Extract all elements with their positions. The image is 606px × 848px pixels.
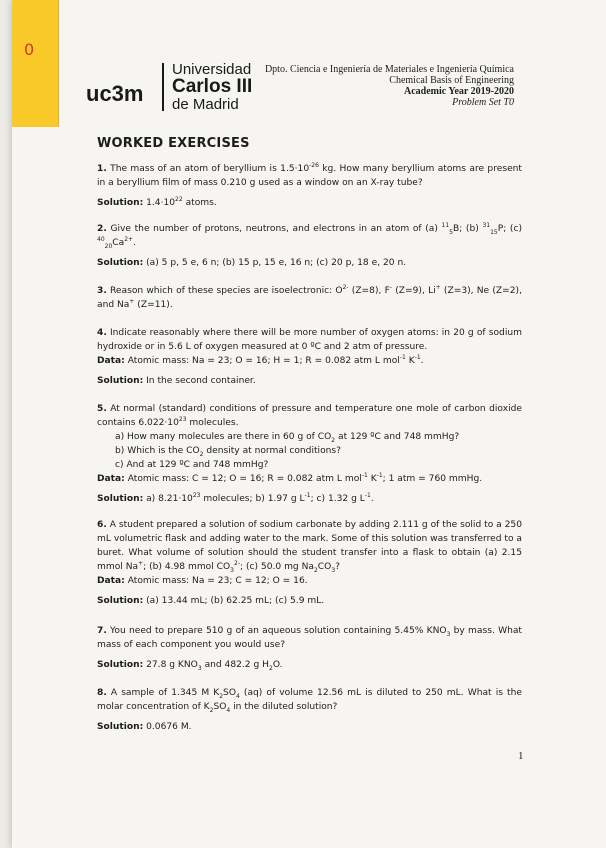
exercise-6-data bbox=[97, 574, 522, 588]
text: density at normal conditions? bbox=[203, 446, 341, 456]
solution-label: Solution: bbox=[97, 198, 144, 208]
superscript: -26 bbox=[309, 161, 319, 169]
text: SO bbox=[223, 688, 236, 698]
ion-charge: 2+ bbox=[124, 235, 134, 243]
text: Give the number of protons, neutrons, and electrons in an atom of (a) bbox=[110, 224, 442, 234]
exercise-6-question bbox=[97, 518, 522, 574]
ion-charge: 2- bbox=[234, 559, 240, 567]
exercise-2 bbox=[97, 222, 522, 270]
text: (a) 5 p, 5 e, 6 n; (b) 15 p, 15 e, 16 n; (c) 20 p, 18 e, 20 n. bbox=[143, 258, 407, 268]
logo-line-3: de Madrid bbox=[172, 96, 239, 113]
text: 27.8 g KNO bbox=[143, 660, 198, 670]
subscript: 2 bbox=[331, 436, 336, 444]
superscript: -1 bbox=[304, 491, 311, 499]
exercise-1 bbox=[97, 162, 522, 210]
exercise-4 bbox=[97, 326, 522, 388]
text: (Z=9), Li bbox=[392, 286, 436, 296]
subscript: 3 bbox=[230, 566, 234, 574]
text: K bbox=[405, 356, 415, 366]
exercise-number: 1. bbox=[97, 164, 107, 174]
text: by mass. What mass of each component you would use? bbox=[97, 626, 522, 650]
exercise-6 bbox=[97, 518, 522, 608]
atomic-number: 5 bbox=[449, 228, 453, 236]
logo-divider bbox=[162, 63, 164, 111]
text: (a) 13.44 mL; (b) 62.25 mL; (c) 5.9 mL. bbox=[143, 596, 325, 606]
text: . bbox=[420, 356, 424, 366]
text: A student prepared a solution of sodium carbonate by adding 2.111 g of the solid to a 250 mL volumetric flask and adding water to the mark. Some of this solution was transferred to a buret. What volume of solution should the student transfer into a flask to obtain (a) 2.15 mmol Na bbox=[97, 520, 522, 572]
exercise-7-solution bbox=[97, 658, 522, 672]
exercise-number: 4. bbox=[97, 328, 107, 338]
exercise-3 bbox=[97, 284, 522, 312]
text: (Z=8), F bbox=[348, 286, 390, 296]
exercise-number: 8. bbox=[97, 688, 107, 698]
exercise-4-question bbox=[97, 326, 522, 354]
dept-name: Dpto. Ciencia e Ingeniería de Materiales e Ingeniería Química bbox=[264, 64, 514, 75]
exercise-4-data bbox=[97, 354, 522, 368]
department-header bbox=[265, 64, 514, 108]
problem-set: Problem Set T0 bbox=[452, 97, 514, 108]
ion-charge: - bbox=[389, 283, 393, 291]
exercise-1-solution bbox=[97, 196, 522, 210]
text: ; 1 atm = 760 mmHg. bbox=[382, 474, 483, 484]
subscript: 4 bbox=[226, 706, 231, 714]
text: You need to prepare 510 g of an aqueous solution containing 5.45% KNO bbox=[110, 626, 447, 636]
course-name: Chemical Basis of Engineering bbox=[389, 75, 514, 86]
text: a) 8.21·10 bbox=[143, 494, 193, 504]
subscript: 2 bbox=[269, 664, 273, 672]
text: and 482.2 g H bbox=[201, 660, 269, 670]
exercise-5 bbox=[97, 402, 522, 506]
solution-label: Solution: bbox=[97, 660, 144, 670]
atomic-number: 15 bbox=[490, 228, 498, 236]
exercise-number: 5. bbox=[97, 404, 107, 414]
subscript: 4 bbox=[235, 692, 240, 700]
text: In the second container. bbox=[143, 376, 256, 386]
exercise-6-solution bbox=[97, 594, 522, 608]
subscript: 2 bbox=[199, 450, 204, 458]
text: at 129 ºC and 748 mmHg? bbox=[335, 432, 460, 442]
exercise-5-question bbox=[97, 402, 522, 430]
academic-year: Academic Year 2019-2020 bbox=[404, 86, 514, 97]
page-number: 1 bbox=[518, 750, 524, 762]
mass-number: 40 bbox=[97, 235, 105, 243]
text: molecules. bbox=[186, 418, 239, 428]
ion-charge: + bbox=[138, 559, 144, 567]
text: Ca bbox=[112, 238, 125, 248]
exercise-5-part-b bbox=[97, 444, 522, 458]
ion-charge: + bbox=[129, 297, 135, 305]
superscript: 22 bbox=[175, 195, 183, 203]
exercise-7-question bbox=[97, 624, 522, 652]
exercise-8-question bbox=[97, 686, 522, 714]
superscript: 23 bbox=[178, 415, 187, 423]
exercise-number: 6. bbox=[97, 520, 107, 530]
text: . bbox=[133, 238, 136, 248]
data-label: Data: bbox=[97, 356, 125, 366]
text: 1.4·10 bbox=[143, 198, 176, 208]
subscript: 3 bbox=[197, 664, 202, 672]
exercise-5-data bbox=[97, 472, 522, 486]
exercise-3-question bbox=[97, 284, 522, 312]
exercise-2-solution bbox=[97, 256, 522, 270]
solution-label: Solution: bbox=[97, 596, 144, 606]
exercise-5-part-a bbox=[97, 430, 522, 444]
text: ? bbox=[335, 562, 340, 572]
sticky-note-number: 0 bbox=[24, 40, 35, 59]
ion-charge: 2- bbox=[342, 283, 349, 291]
text: molecules; b) 1.97 g L bbox=[200, 494, 305, 504]
text: kg. How many beryllium atoms are present in a beryllium film of mass 0.210 g used as a window on an X-ray tube? bbox=[97, 164, 522, 188]
text: a) How many molecules are there in 60 g of CO bbox=[115, 432, 332, 442]
text: (aq) of volume 12.56 mL is diluted to 250 mL. What is the molar concentration of K bbox=[97, 688, 522, 712]
sticky-note bbox=[12, 0, 59, 127]
solution-label: Solution: bbox=[97, 258, 144, 268]
solution-label: Solution: bbox=[97, 376, 144, 386]
text: The mass of an atom of beryllium is 1.5·10 bbox=[110, 164, 310, 174]
mass-number: 11 bbox=[441, 221, 450, 229]
ion-charge: + bbox=[435, 283, 441, 291]
subscript: 3 bbox=[446, 630, 451, 638]
exercise-1-question bbox=[97, 162, 522, 190]
superscript: -1 bbox=[399, 353, 406, 361]
exercise-4-solution bbox=[97, 374, 522, 388]
subscript: 2 bbox=[219, 692, 224, 700]
superscript: -1 bbox=[376, 471, 383, 479]
text: K bbox=[367, 474, 377, 484]
text: A sample of 1.345 M K bbox=[110, 688, 220, 698]
superscript: 23 bbox=[192, 491, 201, 499]
exercise-number: 7. bbox=[97, 626, 107, 636]
text: Atomic mass: Na = 23; C = 12; O = 16. bbox=[124, 576, 308, 586]
text: ; c) 1.32 g L bbox=[310, 494, 365, 504]
solution-label: Solution: bbox=[97, 722, 144, 732]
exercise-5-part-c: c) And at 129 ºC and 748 mmHg? bbox=[115, 460, 269, 470]
superscript: -1 bbox=[361, 471, 368, 479]
text: (Z=11). bbox=[134, 300, 173, 310]
text: Atomic mass: C = 12; O = 16; R = 0.082 atm L mol bbox=[124, 474, 362, 484]
text: atoms. bbox=[182, 198, 217, 208]
text: . bbox=[370, 494, 374, 504]
document-page bbox=[12, 0, 606, 848]
text: Reason which of these species are isoelectronic: O bbox=[110, 286, 343, 296]
text: P; (c) bbox=[497, 224, 522, 234]
text: 0.0676 M. bbox=[143, 722, 192, 732]
data-label: Data: bbox=[97, 576, 125, 586]
data-label: Data: bbox=[97, 474, 125, 484]
text: Indicate reasonably where there will be more number of oxygen atoms: in 20 g of sodium hydroxide or in 5.6 L of oxygen measured at 0 ºC and 2 atm of pressure. bbox=[97, 328, 522, 352]
text: ; (b) 4.98 mmol CO bbox=[143, 562, 231, 572]
exercise-number: 2. bbox=[97, 224, 107, 234]
text: At normal (standard) conditions of pressure and temperature one mole of carbon dioxide contains 6.022·10 bbox=[97, 404, 522, 428]
exercise-7 bbox=[97, 624, 522, 672]
text: (Z=3), Ne (Z=2), and Na bbox=[97, 286, 522, 310]
solution-label: Solution: bbox=[97, 494, 144, 504]
superscript: -1 bbox=[414, 353, 421, 361]
exercise-number: 3. bbox=[97, 286, 107, 296]
superscript: -1 bbox=[364, 491, 371, 499]
text: b) Which is the CO bbox=[115, 446, 200, 456]
logo-line-2: Carlos III bbox=[172, 76, 253, 97]
text: Atomic mass: Na = 23; O = 16; H = 1; R = 0.082 atm L mol bbox=[124, 356, 400, 366]
atomic-number: 20 bbox=[104, 242, 113, 250]
page-title: WORKED EXERCISES bbox=[97, 136, 250, 151]
logo-uc3m-text: uc3m bbox=[86, 81, 144, 106]
text: SO bbox=[213, 702, 227, 712]
subscript: 2 bbox=[209, 706, 214, 714]
exercise-8 bbox=[97, 686, 522, 734]
text: O. bbox=[272, 660, 283, 670]
exercise-5-solution bbox=[97, 492, 522, 506]
text: B; (b) bbox=[453, 224, 483, 234]
subscript: 3 bbox=[331, 566, 336, 574]
text: ; (c) 50.0 mg Na bbox=[239, 562, 314, 572]
subscript: 2 bbox=[313, 566, 318, 574]
exercise-8-solution bbox=[97, 720, 522, 734]
exercise-2-question bbox=[97, 222, 522, 250]
logo-line-1: Universidad bbox=[172, 61, 252, 78]
text: in the diluted solution? bbox=[230, 702, 338, 712]
text: CO bbox=[317, 562, 332, 572]
mass-number: 31 bbox=[482, 221, 491, 229]
